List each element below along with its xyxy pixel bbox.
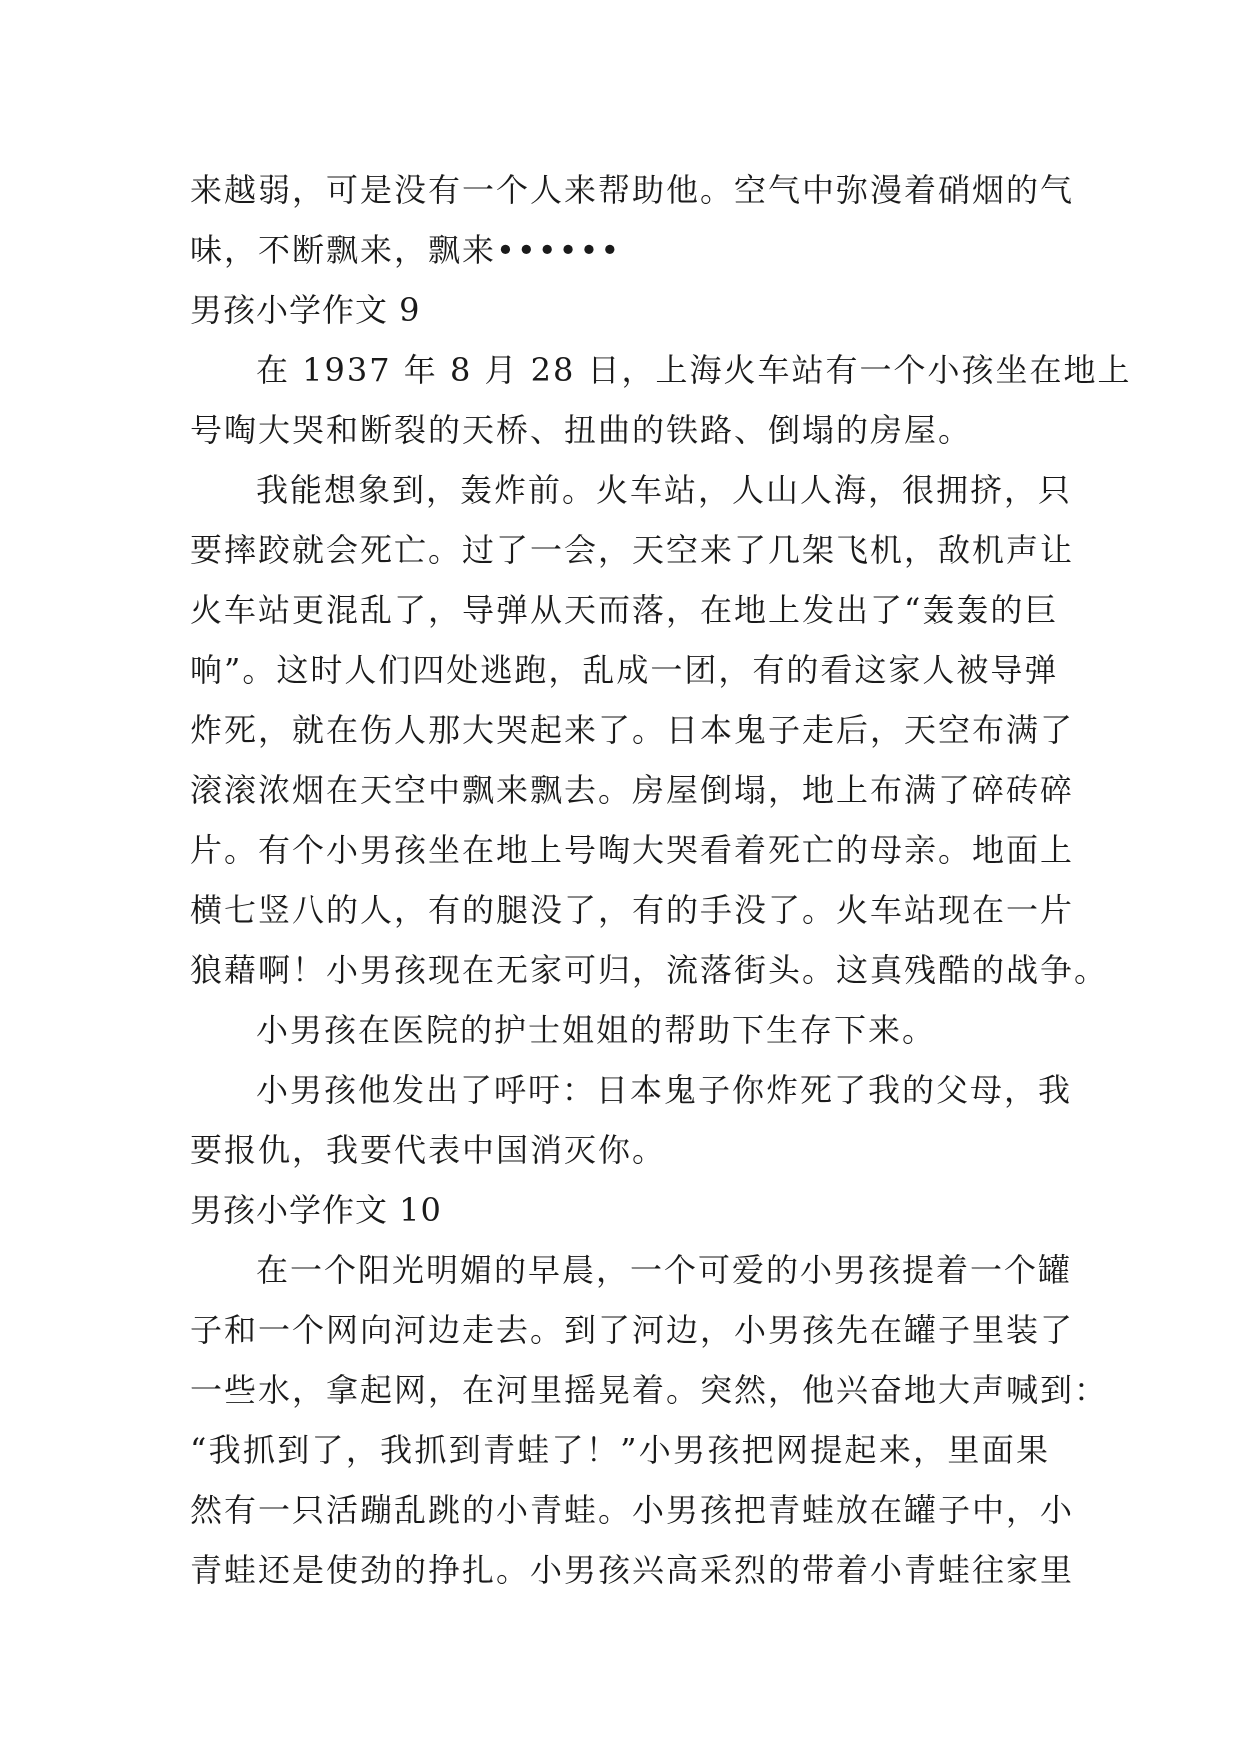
document-body (190, 160, 1132, 1600)
section-heading: 男孩小学作文 9 (190, 291, 421, 329)
text-line: 我能想象到，轰炸前。火车站，人山人海，很拥挤，只 (256, 471, 1073, 509)
text-line: 炸死，就在伤人那大哭起来了。日本鬼子走后，天空布满了 (190, 711, 1075, 749)
text-line: 片。有个小男孩坐在地上号啕大哭看着死亡的母亲。地面上 (190, 831, 1075, 869)
text-line: 来越弱，可是没有一个人来帮助他。空气中弥漫着硝烟的气 (190, 171, 1075, 209)
text-line: “我抓到了，我抓到青蛙了！”小男孩把网提起来，里面果 (190, 1431, 1050, 1469)
text-line: 一些水，拿起网，在河里摇晃着。突然，他兴奋地大声喊到： (190, 1371, 1109, 1409)
text-line: 横七竖八的人，有的腿没了，有的手没了。火车站现在一片 (190, 891, 1075, 929)
text-line: 狼藉啊！小男孩现在无家可归，流落街头。这真残酷的战争。 (190, 951, 1109, 989)
text-line: 子和一个网向河边走去。到了河边，小男孩先在罐子里装了 (190, 1311, 1075, 1349)
text-line: 然有一只活蹦乱跳的小青蛙。小男孩把青蛙放在罐子中，小 (190, 1491, 1075, 1529)
text-line: 滚滚浓烟在天空中飘来飘去。房屋倒塌，地上布满了碎砖碎 (190, 771, 1075, 809)
text-line: 小男孩在医院的护士姐姐的帮助下生存下来。 (256, 1011, 937, 1049)
text-line: 小男孩他发出了呼吁：日本鬼子你炸死了我的父母，我 (256, 1071, 1073, 1109)
text-line: 味，不断飘来，飘来•••••• (190, 231, 622, 269)
text-line: 在一个阳光明媚的早晨，一个可爱的小男孩提着一个罐 (256, 1251, 1073, 1289)
text-line: 响”。这时人们四处逃跑，乱成一团，有的看这家人被导弹 (190, 651, 1059, 689)
text-line: 火车站更混乱了，导弹从天而落，在地上发出了“轰轰的巨 (190, 591, 1059, 629)
text-line: 在 1937 年 8 月 28 日，上海火车站有一个小孩坐在地上 (256, 351, 1132, 389)
text-line: 号啕大哭和断裂的天桥、扭曲的铁路、倒塌的房屋。 (190, 411, 973, 449)
text-line: 青蛙还是使劲的挣扎。小男孩兴高采烈的带着小青蛙往家里 (190, 1551, 1075, 1589)
section-heading: 男孩小学作文 10 (190, 1191, 442, 1229)
text-line: 要摔跤就会死亡。过了一会，天空来了几架飞机，敌机声让 (190, 531, 1075, 569)
text-line: 要报仇，我要代表中国消灭你。 (190, 1131, 667, 1169)
